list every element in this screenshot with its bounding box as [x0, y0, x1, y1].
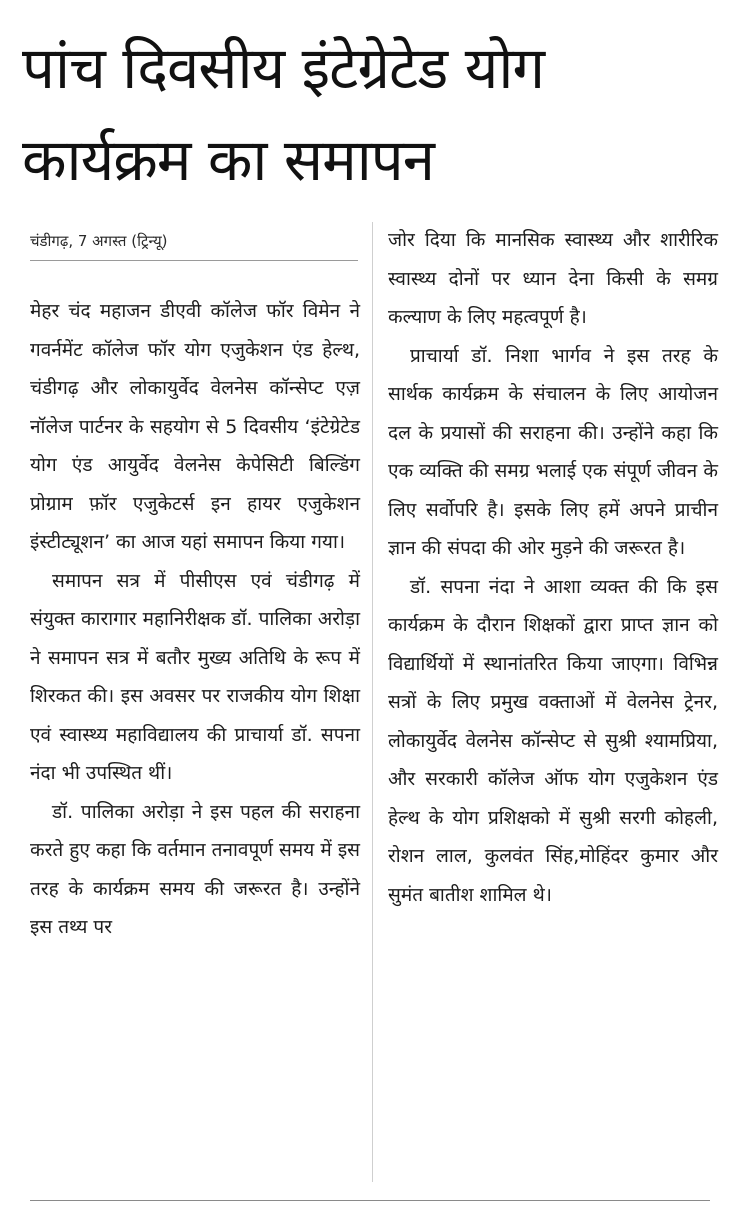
- paragraph: जोर दिया कि मानसिक स्वास्थ्य और शारीरिक स्वास्थ्य दोनों पर ध्यान देना किसी के समग्र कल्याण के लिए महत्वपूर्ण है।: [388, 229, 718, 328]
- paragraph: मेहर चंद महाजन डीएवी कॉलेज फॉर विमेन ने गवर्नमेंट कॉलेज फॉर योग एजुकेशन एंड हेल्थ, चंडीगढ़ और लोकायुर्वेद वेलनेस कॉन्सेप्ट एज़ नॉलेज पार्टनर के सहयोग से 5 दिवसीय ‘इंटेग्रेटेड योग एंड आयुर्वेद वेलनेस केपेसिटी बिल्डिंग प्रोग्राम फ़ॉर एजुकेटर्स इन हायर एजुकेशन इंस्टीट्यूशन’ का आज यहां समापन किया गया।: [30, 300, 360, 553]
- paragraph: प्राचार्या डॉ. निशा भार्गव ने इस तरह के सार्थक कार्यक्रम के संचालन के लिए आयोजन दल के प्रयासों की सराहना की। उन्होंने कहा कि एक व्यक्ति की समग्र भलाई एक संपूर्ण जीवन के लिए सर्वोपरि है। इसके लिए हमें अपने प्राचीन ज्ञान की संपदा की ओर मुड़ने की जरूरत है।: [388, 344, 718, 559]
- paragraph: डॉ. सपना नंदा ने आशा व्यक्त की कि इस कार्यक्रम के दौरान शिक्षकों द्वारा प्राप्त ज्ञान को विद्यार्थियों में स्थानांतरित किया जाएगा। विभिन्न सत्रों के लिए प्रमुख वक्ताओं में वेलनेस ट्रेनर, लोकायुर्वेद वेलनेस कॉन्सेप्ट से सुश्री श्यामप्रिया, और सरकारी कॉलेज ऑफ योग एजुकेशन एंड हेल्थ के योग प्रशिक्षको में सुश्री सरगी कोहली, रोशन लाल, कुलवंत सिंह,मोहिंदर कुमार और सुमंत बातीश शामिल थे।: [388, 575, 718, 906]
- dateline: चंडीगढ़, 7 अगस्त (ट्रिन्यू): [30, 226, 358, 261]
- right-column: [388, 221, 718, 914]
- paragraph: डॉ. पालिका अरोड़ा ने इस पहल की सराहना करते हुए कहा कि वर्तमान तनावपूर्ण समय में इस तरह के कार्यक्रम समय की जरूरत है। उन्होंने इस तथ्य पर: [30, 800, 360, 938]
- bottom-rule: [30, 1200, 710, 1201]
- paragraph: समापन सत्र में पीसीएस एवं चंडीगढ़ में संयुक्त कारागार महानिरीक्षक डॉ. पालिका अरोड़ा ने समापन सत्र में बतौर मुख्य अतिथि के रूप में शिरकत की। इस अवसर पर राजकीय योग शिक्षा एवं स्वास्थ्य महाविद्यालय की प्राचार्या डॉ. सपना नंदा भी उपस्थित थीं।: [30, 569, 360, 784]
- column-divider: [372, 222, 373, 1182]
- headline: पांच दिवसीय इंटेग्रेटेड योग कार्यक्रम का समापन: [22, 34, 545, 194]
- left-column: [30, 292, 360, 947]
